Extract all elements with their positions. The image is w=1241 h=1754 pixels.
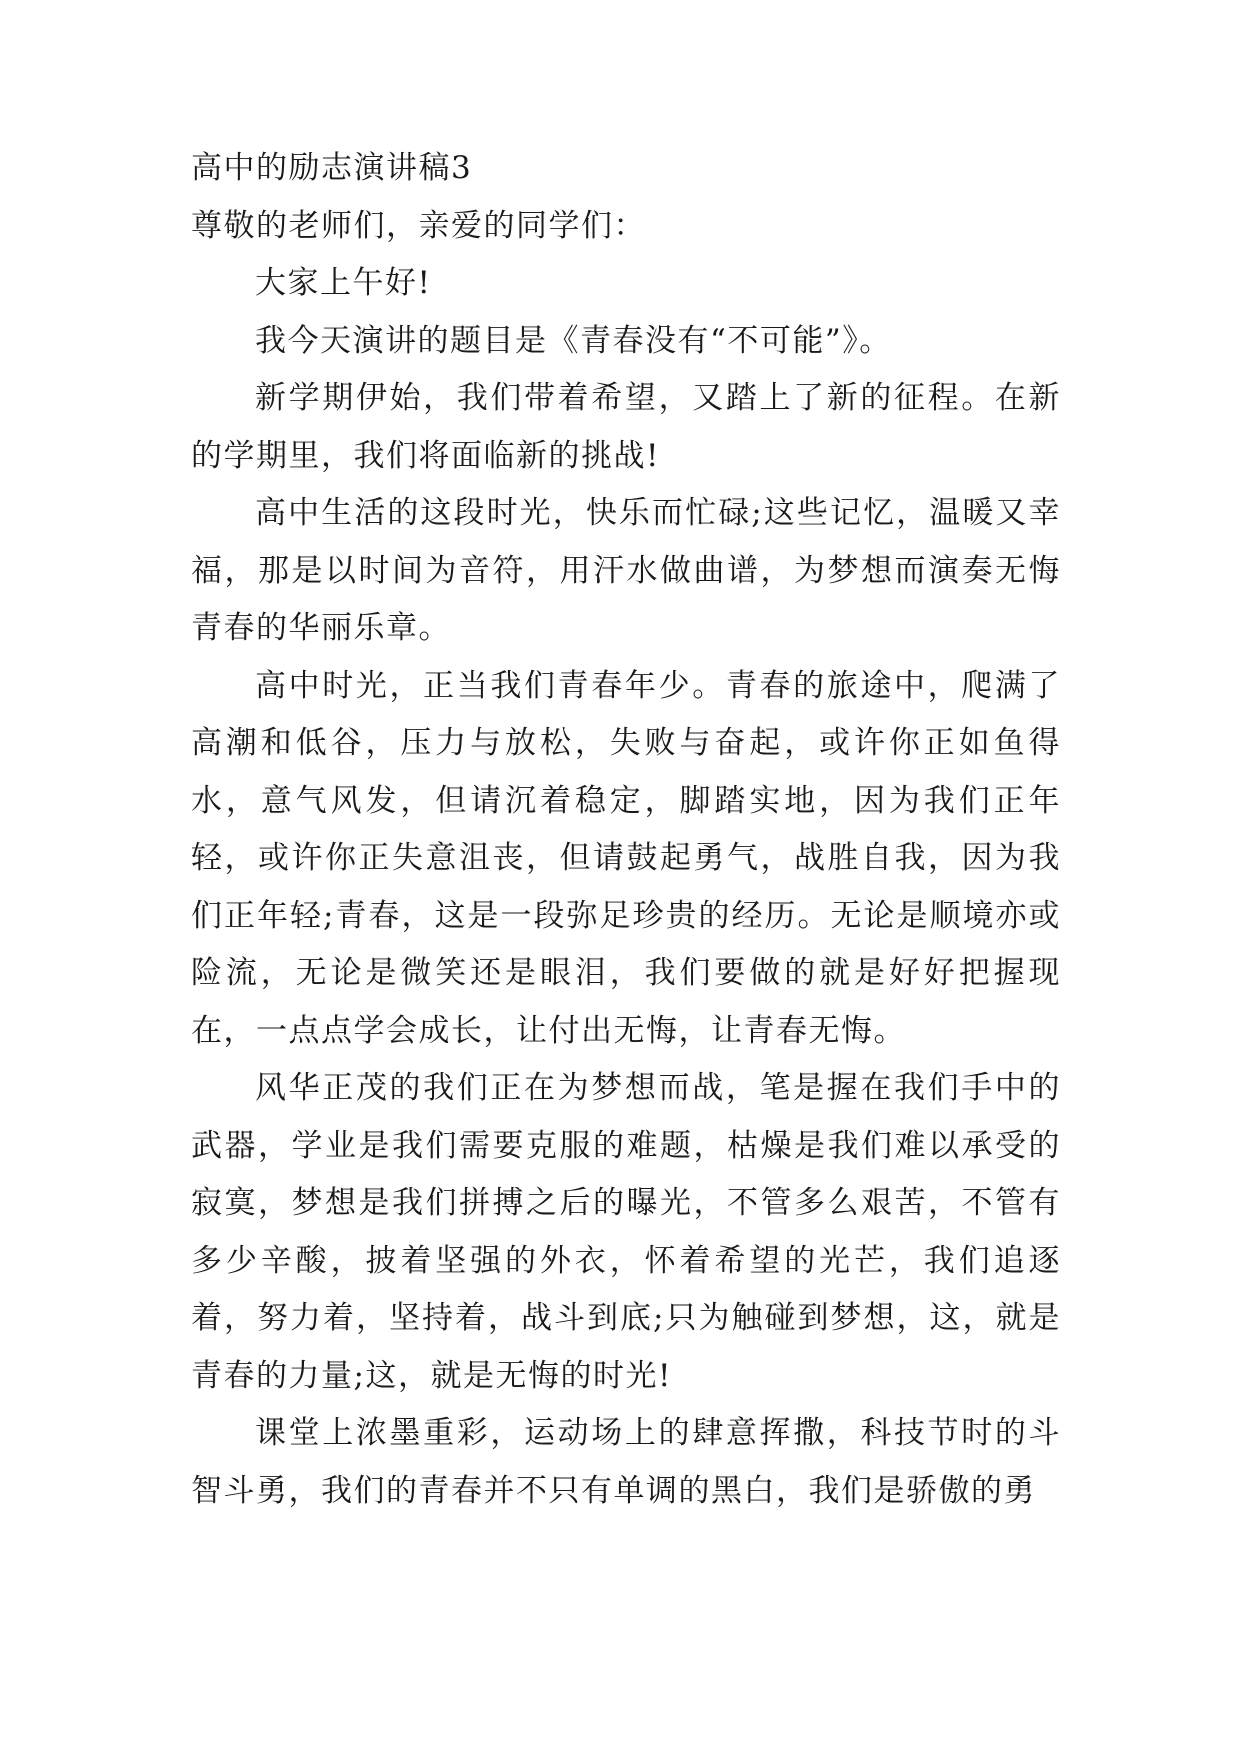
document-body: [191, 140, 1061, 1520]
salutation: 尊敬的老师们，亲爱的同学们：: [191, 207, 646, 244]
paragraph-high-school-life: 高中生活的这段时光，快乐而忙碌;这些记忆，温暖又幸福，那是以时间为音符，用汗水做曲谱，为梦想而演奏无悔青春的华丽乐章。: [191, 495, 1061, 646]
paragraph-greeting: 大家上午好!: [255, 265, 432, 301]
document-title: 高中的励志演讲稿3: [191, 150, 473, 186]
paragraph-classroom: 课堂上浓墨重彩，运动场上的肆意挥撒，科技节时的斗智斗勇，我们的青春并不只有单调的黑白，我们是骄傲的勇: [191, 1415, 1061, 1509]
paragraph-fighting-for-dreams: 风华正茂的我们正在为梦想而战，笔是握在我们手中的武器，学业是我们需要克服的难题，枯燥是我们难以承受的寂寞，梦想是我们拼搏之后的曝光，不管多么艰苦，不管有多少辛酸，披着坚强的外衣，怀着希望的光芒，我们追逐着，努力着，坚持着，战斗到底;只为触碰到梦想，这，就是青春的力量;这，就是无悔的时光!: [191, 1070, 1061, 1394]
paragraph-youth-journey: 高中时光，正当我们青春年少。青春的旅途中，爬满了高潮和低谷，压力与放松，失败与奋起，或许你正如鱼得水，意气风发，但请沉着稳定，脚踏实地，因为我们正年轻，或许你正失意沮丧，但请鼓起勇气，战胜自我，因为我们正年轻;青春，这是一段弥足珍贵的经历。无论是顺境亦或险流，无论是微笑还是眼泪，我们要做的就是好好把握现在，一点点学会成长，让付出无悔，让青春无悔。: [191, 667, 1061, 1049]
paragraph-new-semester: 新学期伊始，我们带着希望，又踏上了新的征程。在新的学期里，我们将面临新的挑战!: [191, 380, 1061, 474]
paragraph-topic: 我今天演讲的题目是《青春没有“不可能”》。: [255, 322, 892, 359]
